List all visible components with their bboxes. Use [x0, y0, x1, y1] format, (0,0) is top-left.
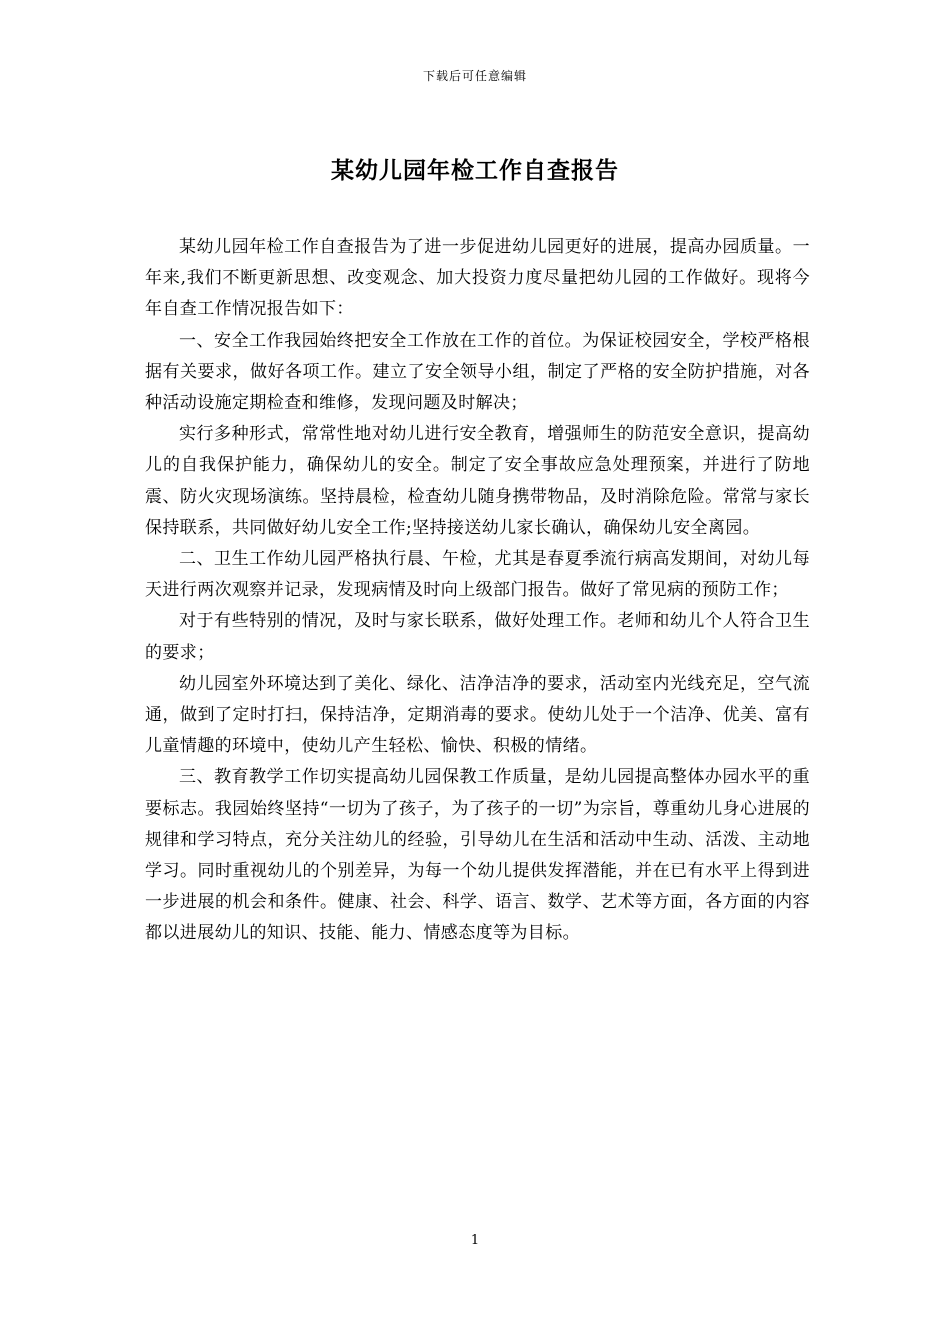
page-number: 1 [470, 1233, 480, 1248]
document-title: 某幼儿园年检工作自查报告 [331, 157, 619, 184]
paragraph-environment: 幼儿园室外环境达到了美化、绿化、洁净洁净的要求，活动室内光线充足，空气流通，做到了定时打扫，保持洁净，定期消毒的要求。使幼儿处于一个洁净、优美、富有儿童情趣的环境中，使幼儿产生轻松、愉快、积极的情绪。 [145, 673, 810, 757]
header-note: 下载后可任意编辑 [422, 69, 527, 83]
paragraph-intro: 某幼儿园年检工作自查报告为了进一步促进幼儿园更好的进展，提高办园质量。一年来,我们不断更新思想、改变观念、加大投资力度尽量把幼儿园的工作做好。现将今年自查工作情况报告如下： [145, 237, 810, 320]
paragraph-teaching: 三、教育教学工作切实提高幼儿园保教工作质量，是幼儿园提高整体办园水平的重要标志。我园始终坚持“一切为了孩子，为了孩子的一切”为宗旨，尊重幼儿身心进展的规律和学习特点，充分关注幼儿的经验，引导幼儿在生活和活动中生动、活泼、主动地学习。同时重视幼儿的个别差异，为每一个幼儿提供发挥潜能，并在已有水平上得到进一步进展的机会和条件。健康、社会、科学、语言、数学、艺术等方面，各方面的内容都以进展幼儿的知识、技能、能力、情感态度等为目标。 [145, 767, 810, 944]
paragraph-hygiene: 二、卫生工作幼儿园严格执行晨、午检，尤其是春夏季流行病高发期间，对幼儿每天进行两次观察并记录，发现病情及时向上级部门报告。做好了常见病的预防工作； [145, 549, 810, 601]
paragraph-safety: 一、安全工作我园始终把安全工作放在工作的首位。为保证校园安全，学校严格根据有关要求，做好各项工作。建立了安全领导小组，制定了严格的安全防护措施，对各种活动设施定期检查和维修，发现问题及时解决； [145, 330, 810, 414]
paragraph-safety-education: 实行多种形式，常常性地对幼儿进行安全教育，增强师生的防范安全意识，提高幼儿的自我保护能力，确保幼儿的安全。制定了安全事故应急处理预案，并进行了防地震、防火灾现场演练。坚持晨检，检查幼儿随身携带物品，及时消除危险。常常与家长保持联系，共同做好幼儿安全工作;坚持接送幼儿家长确认，确保幼儿安全离园。 [145, 424, 810, 538]
document-body [145, 232, 810, 950]
paragraph-special-cases: 对于有些特别的情况，及时与家长联系，做好处理工作。老师和幼儿个人符合卫生的要求； [145, 611, 810, 663]
